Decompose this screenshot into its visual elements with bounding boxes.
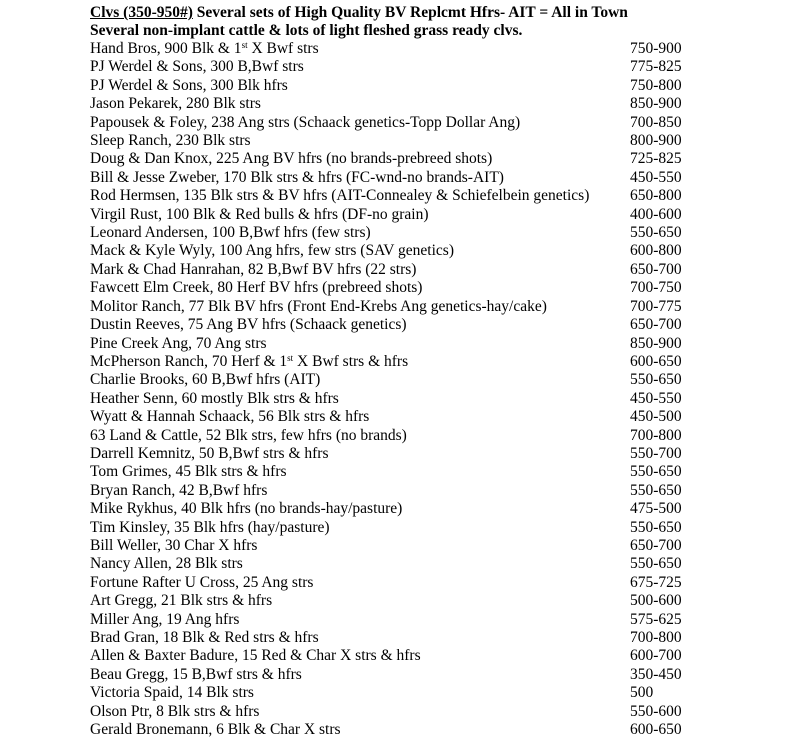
- consignor-description: [90, 95, 261, 113]
- description-text: Pine Creek Ang, 70 Ang strs: [90, 334, 267, 352]
- consignor-description: [90, 408, 369, 426]
- description-text: Beau Gregg, 15 B,Bwf strs & hfrs: [90, 665, 302, 683]
- weight-range: 550-650: [630, 518, 682, 536]
- weight-range: 600-800: [630, 242, 682, 260]
- description-text: Nancy Allen, 28 Blk strs: [90, 555, 243, 573]
- ordinal-suffix: st: [241, 40, 248, 50]
- description-text: Olson Ptr, 8 Blk strs & hfrs: [90, 702, 260, 720]
- description-text: 63 Land & Cattle, 52 Blk strs, few hfrs (no brands): [90, 426, 407, 444]
- weight-range: 650-700: [630, 260, 682, 278]
- list-item: [90, 445, 690, 463]
- description-text: Mack & Kyle Wyly, 100 Ang hfrs, few strs (SAV genetics): [90, 242, 454, 260]
- list-item: [90, 500, 690, 518]
- weight-range: 850-900: [630, 95, 682, 113]
- description-text: Allen & Baxter Badure, 15 Red & Char X strs & hfrs: [90, 647, 421, 665]
- description-text: Sleep Ranch, 230 Blk strs: [90, 132, 251, 150]
- weight-range: 650-700: [630, 536, 682, 554]
- list-item: [90, 703, 690, 721]
- list-item: [90, 463, 690, 481]
- description-text: Miller Ang, 19 Ang hfrs: [90, 610, 240, 628]
- list-item: [90, 298, 690, 316]
- consignor-description: [90, 666, 302, 684]
- list-item: [90, 537, 690, 555]
- weight-range: 500-600: [630, 592, 682, 610]
- weight-range: 550-650: [630, 224, 682, 242]
- heading-weight-range: Clvs (350-950#): [90, 4, 193, 21]
- description-text: Mark & Chad Hanrahan, 82 B,Bwf BV hfrs (22 strs): [90, 260, 417, 278]
- list-item: [90, 408, 690, 426]
- weight-range: 350-450: [630, 665, 682, 683]
- consignor-description: [90, 224, 371, 242]
- consignor-description: [90, 427, 407, 445]
- consignor-description: [90, 371, 320, 389]
- description-text: Victoria Spaid, 14 Blk strs: [90, 684, 254, 702]
- consignor-description: [90, 40, 319, 58]
- description-text: Bill & Jesse Zweber, 170 Blk strs & hfrs (FC-wnd-no brands-AIT): [90, 168, 504, 186]
- consignor-description: [90, 58, 304, 76]
- weight-range: 450-500: [630, 408, 682, 426]
- weight-range: 600-650: [630, 721, 682, 739]
- description-text: Virgil Rust, 100 Blk & Red bulls & hfrs (DF-no grain): [90, 205, 429, 223]
- consignor-description: [90, 500, 402, 518]
- consignor-description: [90, 77, 288, 95]
- consignor-description: [90, 445, 329, 463]
- consignor-description: [90, 703, 259, 721]
- description-text: Darrell Kemnitz, 50 B,Bwf strs & hfrs: [90, 444, 329, 462]
- list-item: [90, 371, 690, 389]
- consignor-description: [90, 721, 341, 739]
- consignor-description: [90, 629, 319, 647]
- list-item: [90, 335, 690, 353]
- weight-range: 700-850: [630, 113, 682, 131]
- description-text: Art Gregg, 21 Blk strs & hfrs: [90, 592, 273, 610]
- description-text: Fortune Rafter U Cross, 25 Ang strs: [90, 573, 314, 591]
- weight-range: 450-550: [630, 389, 682, 407]
- description-text: Dustin Reeves, 75 Ang BV hfrs (Schaack genetics): [90, 316, 407, 334]
- list-item: [90, 206, 690, 224]
- list-item: [90, 40, 690, 58]
- consignor-description: [90, 335, 267, 353]
- weight-range: 750-800: [630, 76, 682, 94]
- list-item: [90, 58, 690, 76]
- consignor-description: [90, 114, 520, 132]
- weight-range: 700-800: [630, 426, 682, 444]
- consignor-description: [90, 279, 422, 297]
- weight-range: 775-825: [630, 58, 682, 76]
- list-item: [90, 611, 690, 629]
- weight-range: 800-900: [630, 132, 682, 150]
- description-text: McPherson Ranch, 70 Herf & 1: [90, 352, 288, 370]
- weight-range: 400-600: [630, 205, 682, 223]
- consignor-description: [90, 242, 454, 260]
- document-page: [90, 4, 690, 739]
- weight-range: 750-900: [630, 40, 682, 57]
- heading-line-2: Several non-implant cattle & lots of light fleshed grass ready clvs.: [90, 22, 523, 39]
- list-item: [90, 555, 690, 573]
- weight-range: 450-550: [630, 168, 682, 186]
- list-item: [90, 353, 690, 371]
- weight-range: 500: [630, 684, 654, 702]
- description-text-continued: X Bwf strs: [247, 40, 319, 57]
- list-item: [90, 629, 690, 647]
- consignor-description: [90, 537, 257, 555]
- consignor-description: [90, 647, 421, 665]
- consignor-description: [90, 482, 267, 500]
- consignor-description: [90, 132, 251, 150]
- list-item: [90, 482, 690, 500]
- weight-range: 475-500: [630, 500, 682, 518]
- list-item: [90, 647, 690, 665]
- weight-range: 700-800: [630, 629, 682, 646]
- consignor-description: [90, 574, 313, 592]
- weight-range: 725-825: [630, 150, 682, 168]
- list-item: [90, 261, 690, 279]
- consignor-description: [90, 519, 330, 537]
- list-item: [90, 77, 690, 95]
- weight-range: 650-700: [630, 316, 682, 334]
- description-text: Mike Rykhus, 40 Blk hfrs (no brands-hay/pasture): [90, 500, 403, 518]
- weight-range: 550-700: [630, 444, 682, 462]
- description-text: Bill Weller, 30 Char X hfrs: [90, 536, 258, 554]
- consignor-description: [90, 353, 408, 371]
- consignor-description: [90, 298, 547, 316]
- weight-range: 700-775: [630, 297, 682, 315]
- consignor-description: [90, 555, 243, 573]
- consignor-description: [90, 684, 254, 702]
- list-item: [90, 427, 690, 445]
- consignor-description: [90, 261, 416, 279]
- list-item: [90, 279, 690, 297]
- list-item: [90, 519, 690, 537]
- description-text: Fawcett Elm Creek, 80 Herf BV hfrs (prebreed shots): [90, 279, 423, 297]
- list-item: [90, 187, 690, 205]
- list-item: [90, 592, 690, 610]
- consignor-description: [90, 611, 239, 629]
- description-text: Molitor Ranch, 77 Blk BV hfrs (Front End-Krebs Ang genetics-hay/cake): [90, 297, 547, 315]
- description-text: Charlie Brooks, 60 B,Bwf hfrs (AIT): [90, 371, 321, 389]
- consignor-description: [90, 390, 339, 408]
- list-item: [90, 114, 690, 132]
- list-item: [90, 316, 690, 334]
- consignor-description: [90, 150, 492, 168]
- list-item: [90, 95, 690, 113]
- description-text: Brad Gran, 18 Blk & Red strs & hfrs: [90, 629, 319, 646]
- weight-range: 700-750: [630, 279, 682, 297]
- description-text: Gerald Bronemann, 6 Blk & Char X strs: [90, 721, 341, 739]
- ordinal-suffix: st: [287, 352, 294, 363]
- heading-description: Several sets of High Quality BV Replcmt Hfrs- AIT = All in Town: [192, 4, 628, 21]
- weight-range: 550-650: [630, 463, 682, 481]
- description-text: Hand Bros, 900 Blk & 1: [90, 40, 242, 57]
- consignor-description: [90, 592, 272, 610]
- description-text: Papousek & Foley, 238 Ang strs (Schaack genetics-Topp Dollar Ang): [90, 113, 521, 131]
- heading-line-1: [90, 4, 690, 22]
- list-item: [90, 684, 690, 702]
- list-item: [90, 721, 690, 739]
- description-text: Wyatt & Hannah Schaack, 56 Blk strs & hfrs: [90, 408, 370, 426]
- list-item: [90, 169, 690, 187]
- description-text: Leonard Andersen, 100 B,Bwf hfrs (few strs): [90, 224, 371, 242]
- list-item: [90, 132, 690, 150]
- description-text-continued: X Bwf strs & hfrs: [293, 352, 409, 370]
- description-text: Jason Pekarek, 280 Blk strs: [90, 95, 261, 113]
- list-item: [90, 666, 690, 684]
- weight-range: 850-900: [630, 334, 682, 352]
- description-text: Bryan Ranch, 42 B,Bwf hfrs: [90, 481, 268, 499]
- weight-range: 550-650: [630, 555, 682, 573]
- weight-range: 550-600: [630, 702, 682, 720]
- weight-range: 550-650: [630, 371, 682, 389]
- weight-range: 550-650: [630, 481, 682, 499]
- weight-range: 675-725: [630, 573, 682, 591]
- description-text: Tim Kinsley, 35 Blk hfrs (hay/pasture): [90, 518, 330, 536]
- weight-range: 650-800: [630, 187, 682, 205]
- list-item: [90, 150, 690, 168]
- weight-range: 575-625: [630, 610, 682, 628]
- consignor-description: [90, 463, 287, 481]
- list-item: [90, 224, 690, 242]
- description-text: Heather Senn, 60 mostly Blk strs & hfrs: [90, 389, 339, 407]
- weight-range: 600-650: [630, 352, 682, 370]
- consignor-description: [90, 316, 407, 334]
- description-text: Doug & Dan Knox, 225 Ang BV hfrs (no brands-prebreed shots): [90, 150, 493, 168]
- consignor-description: [90, 187, 589, 205]
- consignor-description: [90, 169, 504, 187]
- description-text: Tom Grimes, 45 Blk strs & hfrs: [90, 463, 287, 481]
- weight-range: 600-700: [630, 647, 682, 665]
- description-text: Rod Hermsen, 135 Blk strs & BV hfrs (AIT-Connealey & Schiefelbein genetics): [90, 187, 590, 205]
- consignment-list: [90, 40, 690, 739]
- list-item: [90, 242, 690, 260]
- list-item: [90, 390, 690, 408]
- description-text: PJ Werdel & Sons, 300 Blk hfrs: [90, 76, 288, 94]
- list-item: [90, 574, 690, 592]
- description-text: PJ Werdel & Sons, 300 B,Bwf strs: [90, 58, 304, 76]
- consignor-description: [90, 206, 429, 224]
